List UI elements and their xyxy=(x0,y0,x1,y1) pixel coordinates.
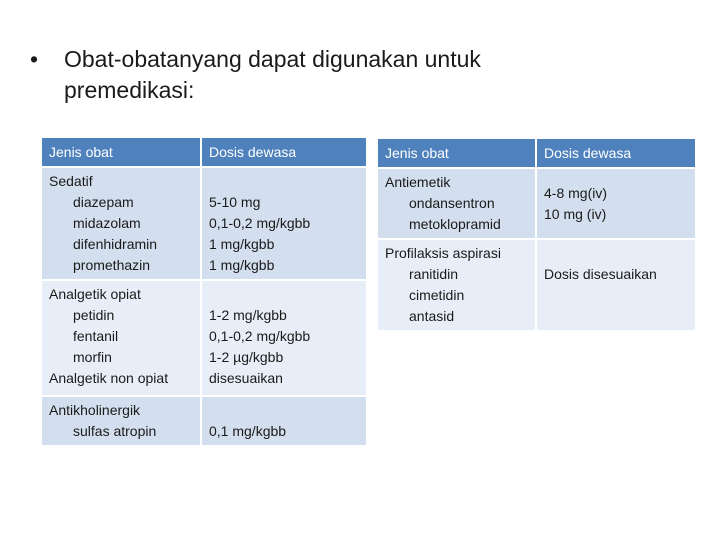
header-jenis-obat: Jenis obat xyxy=(41,137,201,167)
dose-value: 10 mg (iv) xyxy=(544,205,607,222)
table-header-row xyxy=(377,138,696,168)
table-row-antikholinergik xyxy=(41,396,367,446)
premedication-table-right xyxy=(376,137,697,332)
drug-name: sulfas atropin xyxy=(73,423,157,439)
table-row-sedatif xyxy=(41,167,367,280)
drug-cell xyxy=(41,167,201,280)
drug-name: midazolam xyxy=(73,215,141,231)
dose-value: 1-2 mg/kgbb xyxy=(209,307,287,323)
dose-value: 0,1-0,2 mg/kgbb xyxy=(209,215,311,231)
drug-name: ranitidin xyxy=(409,266,459,282)
dose-value xyxy=(209,284,359,305)
drug-name: ondansentron xyxy=(409,195,495,211)
dose-cell xyxy=(536,239,696,331)
drug-name: promethazin xyxy=(73,257,151,273)
drug-group-label: Profilaksis aspirasi xyxy=(385,245,501,261)
dose-value: 1 mg/kgbb xyxy=(209,236,275,252)
dose-value: 1-2 µg/kgbb xyxy=(209,349,284,365)
drug-name: diazepam xyxy=(73,194,134,210)
dose-value: disesuaikan xyxy=(209,370,283,386)
dose-value: 0,1 mg/kgbb xyxy=(209,423,287,439)
table-header-row xyxy=(41,137,367,167)
header-dosis-dewasa: Dosis dewasa xyxy=(536,138,696,168)
drug-cell xyxy=(377,168,536,239)
table-row-antiemetik xyxy=(377,168,696,239)
dose-value: Dosis disesuaikan xyxy=(544,266,657,282)
dose-cell xyxy=(201,396,367,446)
header-jenis-obat: Jenis obat xyxy=(377,138,536,168)
dose-value: 0,1-0,2 mg/kgbb xyxy=(209,328,311,344)
dose-value: 1 mg/kgbb xyxy=(209,257,275,273)
header-dosis-dewasa: Dosis dewasa xyxy=(201,137,367,167)
drug-cell xyxy=(41,280,201,396)
title-text: Obat-obatanyang dapat digunakan untuk premedikasi: xyxy=(64,46,481,103)
drug-group-label: Analgetik opiat xyxy=(49,286,141,302)
dose-cell xyxy=(536,168,696,239)
drug-group-label: Sedatif xyxy=(49,173,93,189)
drug-name: metoklopramid xyxy=(409,216,501,232)
dose-cell xyxy=(201,280,367,396)
premedication-table-left xyxy=(40,136,368,447)
dose-value: 5-10 mg xyxy=(209,194,261,210)
table-row-analgetik xyxy=(41,280,367,396)
slide-title xyxy=(30,44,590,106)
drug-group-label: Antiemetik xyxy=(385,174,451,190)
drug-name: morfin xyxy=(73,349,112,365)
dose-cell xyxy=(201,167,367,280)
drug-cell xyxy=(377,239,536,331)
drug-name: difenhidramin xyxy=(73,236,158,252)
drug-name: antasid xyxy=(409,308,455,324)
bullet-icon: • xyxy=(30,46,39,72)
drug-group-label: Analgetik non opiat xyxy=(49,370,169,386)
drug-name: fentanil xyxy=(73,328,119,344)
drug-group-label: Antikholinergik xyxy=(49,402,141,418)
dose-value xyxy=(209,171,359,192)
drug-cell xyxy=(41,396,201,446)
dose-value: 4-8 mg(iv) xyxy=(544,184,608,201)
table-row-profilaksis xyxy=(377,239,696,331)
dose-value xyxy=(544,243,688,264)
drug-name: petidin xyxy=(73,307,115,323)
drug-name: cimetidin xyxy=(409,287,465,303)
